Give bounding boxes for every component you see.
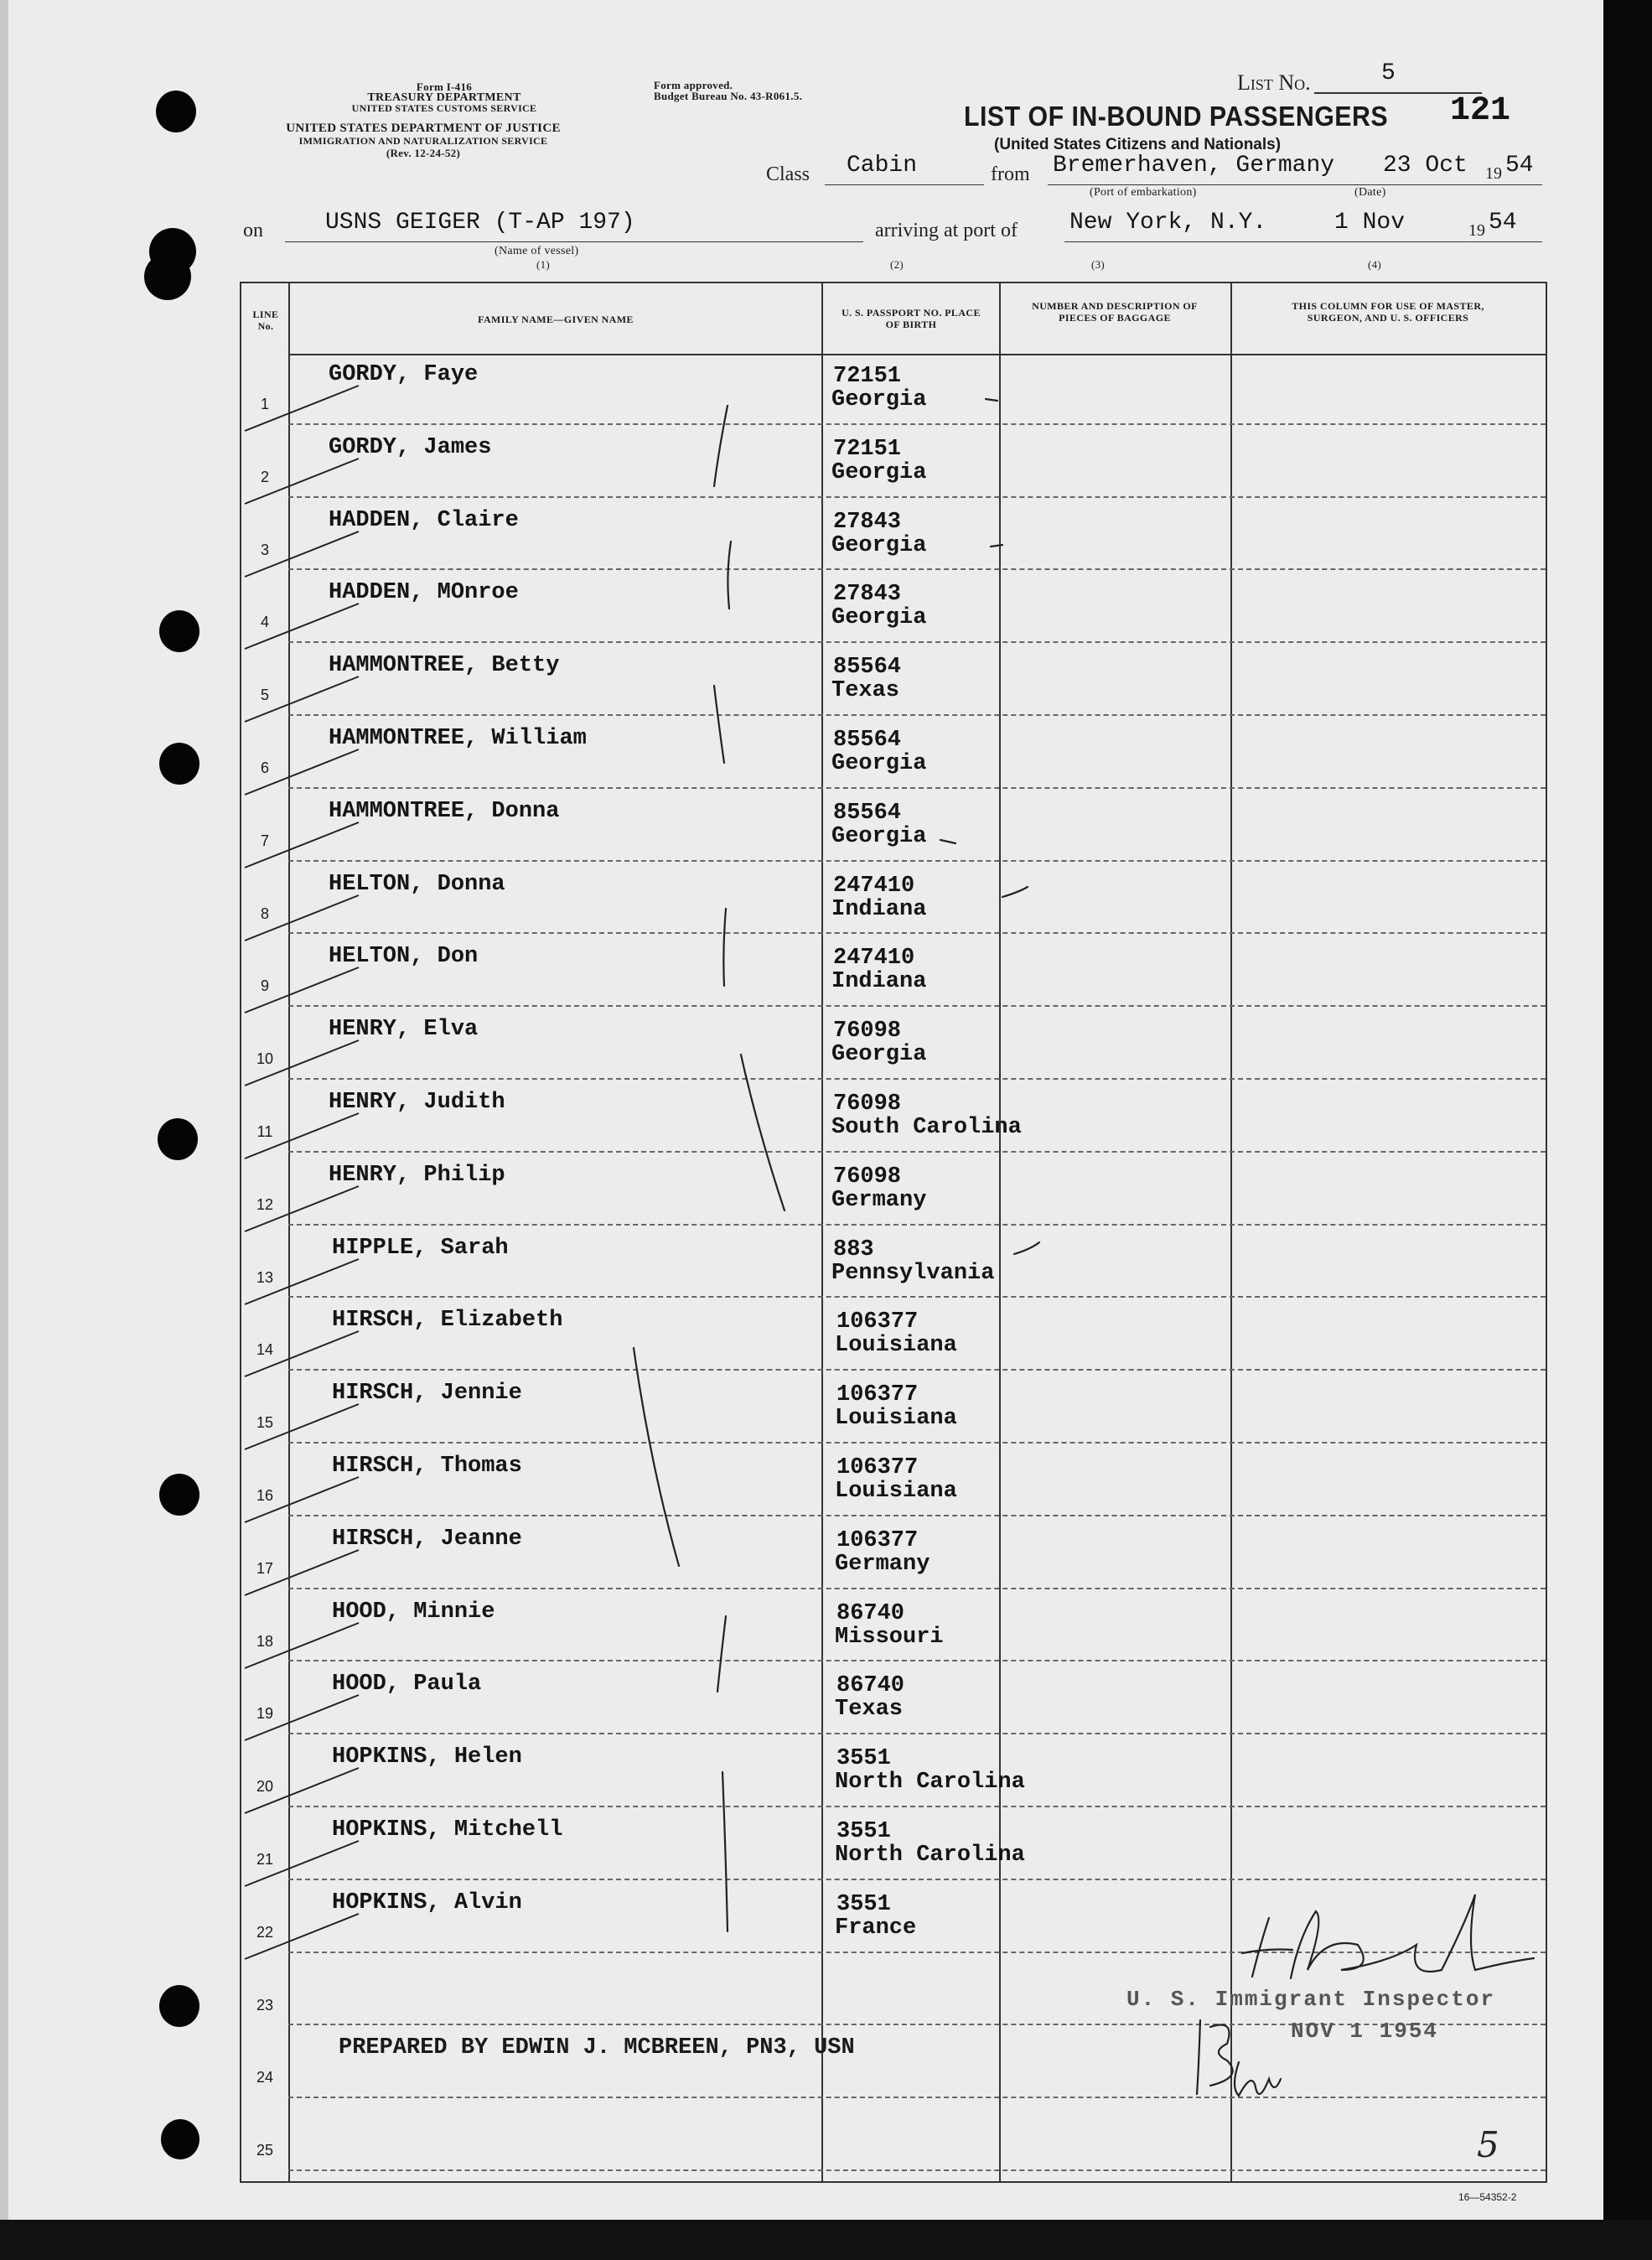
- port-caption: (Port of embarkation): [1090, 186, 1197, 199]
- passport-number: 883: [833, 1236, 874, 1262]
- row-divider: [288, 1151, 1546, 1153]
- passport-number: 85564: [833, 728, 902, 753]
- checkmark-stroke: [241, 1324, 367, 1383]
- embark-date: 23 Oct: [1383, 153, 1468, 179]
- checkmark-stroke: [241, 1252, 367, 1311]
- header-officers: THIS COLUMN FOR USE OF MASTER, SURGEON, AND U. S. OFFICERS: [1292, 300, 1484, 324]
- passenger-name: HENRY, Elva: [329, 1017, 479, 1043]
- form-approved: Form approved.: [654, 79, 733, 91]
- place-of-birth: Georgia: [831, 459, 927, 485]
- binder-hole-3: [144, 253, 191, 300]
- passport-number: 27843: [833, 582, 902, 608]
- place-of-birth: Pennsylvania: [831, 1260, 995, 1286]
- passport-number: 247410: [833, 873, 915, 899]
- row-divider: [288, 1879, 1546, 1880]
- row-divider: [288, 714, 1546, 716]
- line-number: 13: [256, 1268, 274, 1286]
- embark-year: 54: [1505, 153, 1534, 179]
- form-number: Form I-416: [416, 80, 473, 93]
- vessel-underline: [285, 241, 863, 242]
- checkmark-stroke: [241, 1034, 367, 1092]
- row-divider: [288, 787, 1546, 789]
- passport-number: 106377: [836, 1455, 919, 1480]
- budget-bureau: Budget Bureau No. 43-R061.5.: [654, 90, 803, 102]
- checkmark-stroke: [241, 1616, 367, 1675]
- inspector-stamp: U. S. Immigrant Inspector: [1126, 1987, 1496, 2012]
- scan-border-left: [0, 0, 8, 2260]
- passenger-name: HOPKINS, Mitchell: [332, 1817, 563, 1843]
- place-of-birth: Indiana: [831, 896, 927, 922]
- header-line-no: LINE No.: [252, 308, 279, 332]
- arrival-year-prefix: 19: [1468, 221, 1485, 240]
- port-embarkation: Bremerhaven, Germany: [1053, 153, 1335, 179]
- place-of-birth: Georgia: [831, 823, 927, 849]
- line-number: 16: [256, 1487, 274, 1504]
- place-of-birth: Georgia: [831, 1042, 927, 1068]
- checkmark-stroke: [241, 452, 367, 511]
- passenger-name: HOPKINS, Helen: [332, 1744, 522, 1770]
- col-marker-2: (2): [890, 258, 904, 271]
- passport-number: 86740: [836, 1673, 905, 1699]
- passport-number: 76098: [833, 1091, 902, 1117]
- passenger-name: HAMMONTREE, Betty: [329, 653, 560, 679]
- passenger-name: HADDEN, Claire: [329, 507, 519, 533]
- checkmark-stroke: [241, 1543, 367, 1602]
- place-of-birth: Texas: [831, 678, 900, 704]
- row-divider: [288, 568, 1546, 570]
- row-divider: [288, 1806, 1546, 1807]
- checkmark-stroke: [241, 1397, 367, 1456]
- col-marker-4: (4): [1368, 258, 1382, 271]
- line-number: 3: [260, 541, 269, 558]
- line-number: 20: [256, 1778, 274, 1796]
- checkmark-stroke: [241, 743, 367, 801]
- line-number: 21: [256, 1851, 274, 1868]
- line-number: 5: [260, 687, 269, 704]
- passport-number: 85564: [833, 800, 902, 826]
- checkmark-stroke: [241, 1688, 367, 1747]
- print-code: 16—54352-2: [1458, 2191, 1517, 2203]
- passport-number: 247410: [833, 946, 915, 972]
- place-of-birth: South Carolina: [831, 1115, 1022, 1140]
- binder-hole-7: [159, 1474, 199, 1516]
- ins-service: IMMIGRATION AND NATURALIZATION SERVICE: [298, 135, 548, 147]
- line-number: 19: [256, 1705, 274, 1723]
- checkmark-stroke: [241, 1107, 367, 1165]
- passport-number: 3551: [836, 1891, 891, 1917]
- passenger-name: HENRY, Judith: [329, 1090, 505, 1115]
- header-baggage: NUMBER AND DESCRIPTION OF PIECES OF BAGGAGE: [1032, 300, 1198, 324]
- passenger-name: GORDY, Faye: [329, 362, 479, 387]
- passport-number: 106377: [836, 1309, 919, 1335]
- page-number: 121: [1450, 92, 1511, 130]
- footer-mark: 5: [1477, 2124, 1499, 2165]
- list-no-value: 5: [1381, 60, 1396, 86]
- passport-number: 76098: [833, 1019, 902, 1044]
- passenger-name: HOOD, Minnie: [332, 1599, 495, 1625]
- header-name: FAMILY NAME—GIVEN NAME: [478, 314, 634, 325]
- line-number: 14: [256, 1341, 274, 1359]
- checkmark-stroke: [241, 1470, 367, 1529]
- binder-hole-5: [159, 743, 199, 785]
- row-divider: [288, 2097, 1546, 2098]
- arrival-port: New York, N.Y.: [1069, 210, 1267, 236]
- passenger-name: HIRSCH, Elizabeth: [332, 1308, 563, 1334]
- line-number: 10: [256, 1050, 274, 1068]
- place-of-birth: France: [835, 1915, 917, 1941]
- checkmark-stroke: [241, 670, 367, 728]
- line-number: 18: [256, 1632, 274, 1650]
- line-number: 24: [256, 2069, 274, 2086]
- checkmark-stroke: [241, 525, 367, 583]
- place-of-birth: Germany: [831, 1187, 927, 1213]
- date-caption: (Date): [1354, 186, 1386, 199]
- passport-number: 27843: [833, 509, 902, 535]
- line-number: 7: [260, 832, 269, 849]
- row-divider: [288, 641, 1546, 643]
- checkmark-stroke: [241, 379, 367, 438]
- class-value: Cabin: [847, 153, 918, 179]
- form-title: LIST OF IN-BOUND PASSENGERS: [964, 101, 1389, 132]
- from-label: from: [991, 163, 1030, 185]
- form-subtitle: (United States Citizens and Nationals): [994, 136, 1282, 153]
- line-number: 17: [256, 1559, 274, 1577]
- arrival-date: 1 Nov: [1334, 210, 1406, 236]
- arriving-label: arriving at port of: [875, 220, 1018, 241]
- row-divider: [288, 1369, 1546, 1371]
- line-number: 15: [256, 1414, 274, 1432]
- scan-border-bottom: [0, 2220, 1652, 2260]
- binder-hole-6: [158, 1118, 198, 1160]
- port-underline: [1048, 184, 1542, 185]
- checkmark-stroke: [241, 961, 367, 1019]
- binder-hole-4: [159, 610, 199, 652]
- passenger-name: HOPKINS, Alvin: [332, 1889, 522, 1915]
- class-underline: [825, 184, 984, 185]
- binder-hole-9: [161, 2119, 199, 2159]
- checkmark-stroke: [241, 1834, 367, 1893]
- place-of-birth: Texas: [835, 1697, 904, 1723]
- line-number: 9: [260, 977, 269, 995]
- line-number: 11: [256, 1123, 273, 1140]
- place-of-birth: Germany: [835, 1551, 930, 1577]
- row-divider: [288, 1442, 1546, 1444]
- prepared-by: PREPARED BY EDWIN J. MCBREEN, PN3, USN: [339, 2035, 855, 2060]
- row-divider: [288, 1515, 1546, 1516]
- header-passport: U. S. PASSPORT NO. PLACE OF BIRTH: [842, 307, 981, 330]
- passenger-name: HIRSCH, Jennie: [332, 1381, 522, 1407]
- checkmark-stroke: [241, 816, 367, 874]
- place-of-birth: Louisiana: [835, 1479, 957, 1504]
- vessel-name: USNS GEIGER (T-AP 197): [325, 210, 635, 236]
- passenger-name: HELTON, Donna: [329, 871, 505, 897]
- row-divider: [288, 1660, 1546, 1661]
- revision: (Rev. 12-24-52): [386, 147, 461, 159]
- vessel-caption: (Name of vessel): [495, 245, 579, 257]
- list-no-label: List No.: [1237, 70, 1311, 95]
- line-number: 6: [260, 759, 269, 776]
- place-of-birth: Louisiana: [835, 1333, 957, 1359]
- checkmark-stroke: [241, 889, 367, 947]
- passenger-name: GORDY, James: [329, 434, 492, 460]
- passenger-name: HELTON, Don: [329, 944, 479, 970]
- passenger-table: [240, 282, 1547, 2183]
- row-divider: [288, 932, 1546, 934]
- checkmark-stroke: [241, 1179, 367, 1238]
- row-divider: [288, 2169, 1546, 2171]
- passenger-name: HADDEN, MOnroe: [329, 580, 519, 606]
- row-divider: [288, 423, 1546, 425]
- row-divider: [288, 1296, 1546, 1298]
- embark-year-prefix: 19: [1485, 164, 1502, 183]
- passenger-name: HAMMONTREE, Donna: [329, 798, 560, 824]
- passport-number: 76098: [833, 1164, 902, 1190]
- on-label: on: [243, 220, 263, 241]
- line-number: 25: [256, 2142, 274, 2159]
- row-divider: [288, 1588, 1546, 1589]
- place-of-birth: Georgia: [831, 532, 927, 558]
- passenger-name: HIRSCH, Jeanne: [332, 1526, 522, 1552]
- passport-number: 72151: [833, 364, 902, 389]
- passenger-name: HIRSCH, Thomas: [332, 1454, 522, 1479]
- passport-number: 86740: [836, 1600, 905, 1626]
- passport-number: 3551: [836, 1819, 891, 1844]
- stamp-date: NOV 1 1954: [1291, 2019, 1439, 2044]
- passenger-name: HOOD, Paula: [332, 1672, 482, 1698]
- place-of-birth: Georgia: [831, 751, 927, 776]
- class-label: Class: [766, 163, 810, 185]
- line-number: 23: [256, 1996, 274, 2014]
- line-number: 22: [256, 1923, 274, 1941]
- passenger-name: HAMMONTREE, William: [329, 726, 587, 751]
- place-of-birth: Georgia: [831, 387, 927, 412]
- passenger-name: HIPPLE, Sarah: [332, 1235, 509, 1261]
- binder-hole-1: [156, 91, 196, 132]
- passport-number: 85564: [833, 655, 902, 681]
- row-divider: [288, 1005, 1546, 1007]
- place-of-birth: Indiana: [831, 969, 927, 995]
- treasury-dept: TREASURY DEPARTMENT: [367, 91, 521, 104]
- line-number: 4: [260, 614, 269, 631]
- passport-number: 106377: [836, 1527, 919, 1553]
- row-divider: [288, 860, 1546, 862]
- row-divider: [288, 1733, 1546, 1734]
- scan-border-right: [1603, 0, 1652, 2260]
- row-divider: [288, 1078, 1546, 1080]
- passport-number: 106377: [836, 1382, 919, 1408]
- place-of-birth: North Carolina: [835, 1770, 1025, 1796]
- binder-hole-8: [159, 1985, 199, 2027]
- row-divider: [288, 1952, 1546, 1953]
- line-number: 8: [260, 905, 269, 922]
- row-divider: [288, 496, 1546, 498]
- checkmark-stroke: [241, 597, 367, 656]
- line-number: 2: [260, 468, 269, 485]
- place-of-birth: Georgia: [831, 605, 927, 631]
- place-of-birth: Louisiana: [835, 1406, 957, 1432]
- passenger-name: HENRY, Philip: [329, 1162, 505, 1188]
- line-number: 1: [260, 396, 269, 412]
- header-rule: [288, 354, 1546, 355]
- place-of-birth: Missouri: [835, 1624, 944, 1650]
- justice-dept: UNITED STATES DEPARTMENT OF JUSTICE: [286, 122, 561, 135]
- checkmark-stroke: [241, 1907, 367, 1966]
- passport-number: 3551: [836, 1746, 891, 1772]
- arrival-year: 54: [1489, 210, 1517, 236]
- line-number: 12: [256, 1195, 274, 1213]
- col-marker-3: (3): [1091, 258, 1106, 271]
- place-of-birth: North Carolina: [835, 1843, 1025, 1868]
- customs-service: UNITED STATES CUSTOMS SERVICE: [351, 102, 537, 114]
- checkmark-stroke: [241, 1761, 367, 1820]
- passport-number: 72151: [833, 436, 902, 462]
- row-divider: [288, 1224, 1546, 1226]
- arrival-underline: [1064, 241, 1542, 242]
- col-marker-1: (1): [536, 258, 551, 271]
